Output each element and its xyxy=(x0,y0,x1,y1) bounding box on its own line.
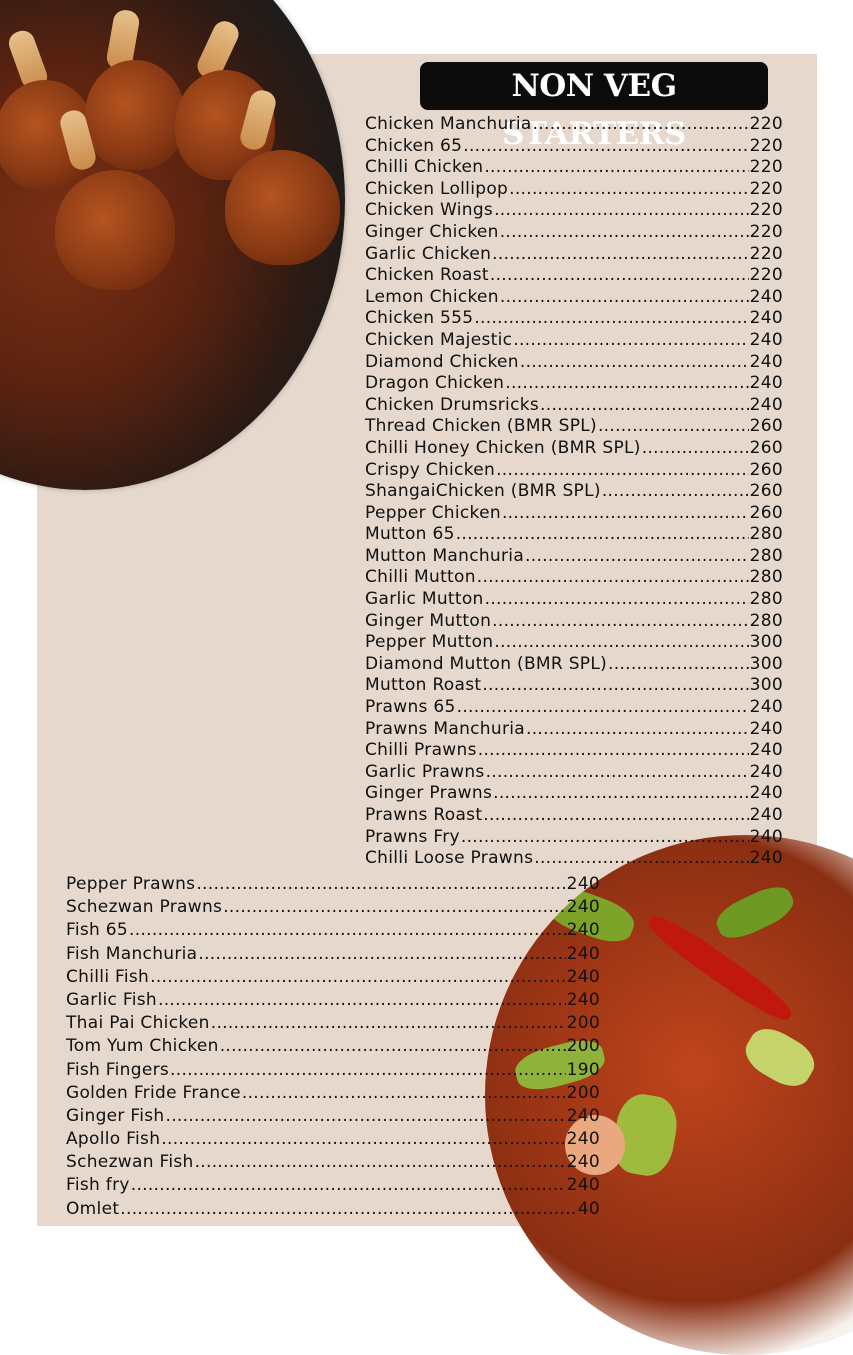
dot-leader xyxy=(509,179,749,201)
dot-leader xyxy=(500,287,749,309)
menu-item xyxy=(66,1059,600,1082)
menu-item xyxy=(365,416,783,438)
dot-leader xyxy=(220,1035,566,1058)
menu-item-name: Chilli Loose Prawns xyxy=(365,848,534,869)
dot-leader xyxy=(482,675,748,697)
menu-item-name: Garlic Fish xyxy=(66,989,157,1010)
menu-item-price: 240 xyxy=(749,740,783,761)
menu-item-name: Thread Chicken (BMR SPL) xyxy=(365,416,597,437)
dot-leader xyxy=(484,157,748,179)
menu-item-name: Crispy Chicken xyxy=(365,459,496,480)
menu-item xyxy=(365,503,783,525)
menu-item-name: Garlic Chicken xyxy=(365,243,492,264)
menu-item xyxy=(365,827,783,849)
menu-item-price: 220 xyxy=(749,157,783,178)
menu-item-price: 260 xyxy=(749,416,783,437)
menu-item-name: Mutton Manchuria xyxy=(365,545,525,566)
menu-item xyxy=(66,1035,600,1058)
right-menu-list xyxy=(365,114,783,870)
menu-item-price: 280 xyxy=(749,567,783,588)
menu-item-name: Pepper Prawns xyxy=(66,874,196,894)
dot-leader xyxy=(598,416,749,438)
menu-item-price: 200 xyxy=(566,1082,600,1103)
dot-leader xyxy=(502,503,749,525)
menu-item xyxy=(365,589,783,611)
menu-item-price: 240 xyxy=(566,920,600,941)
menu-item-price: 240 xyxy=(749,373,783,394)
dot-leader xyxy=(642,438,749,460)
menu-item-name: Fish fry xyxy=(66,1175,130,1196)
menu-item-name: Chilli Honey Chicken (BMR SPL) xyxy=(365,437,641,458)
dot-leader xyxy=(478,740,749,762)
menu-item-name: Chilli Prawns xyxy=(365,740,477,761)
menu-item-price: 280 xyxy=(749,545,783,566)
dot-leader xyxy=(520,352,749,374)
dot-leader xyxy=(242,1082,566,1105)
menu-item xyxy=(365,352,783,374)
menu-item xyxy=(365,524,783,546)
menu-item xyxy=(365,373,783,395)
menu-item-price: 240 xyxy=(749,805,783,825)
menu-item-name: Apollo Fish xyxy=(66,1129,161,1150)
menu-item-name: Chilli Fish xyxy=(66,966,150,987)
menu-item xyxy=(365,611,783,633)
menu-item-price: 240 xyxy=(566,966,600,987)
dot-leader xyxy=(602,481,749,503)
menu-item-name: Garlic Prawns xyxy=(365,761,485,782)
menu-item-name: Schezwan Prawns xyxy=(66,897,223,918)
menu-item xyxy=(365,244,783,266)
menu-item-price: 220 xyxy=(749,265,783,286)
menu-item xyxy=(365,481,783,503)
menu-item xyxy=(365,114,783,136)
menu-item-name: Chicken 65 xyxy=(365,135,463,156)
menu-item-name: Thai Pai Chicken xyxy=(66,1013,210,1034)
menu-item xyxy=(365,848,783,870)
dot-leader xyxy=(463,136,748,158)
dot-leader xyxy=(461,827,749,849)
menu-item xyxy=(365,675,783,697)
dot-leader xyxy=(457,697,749,719)
dot-leader xyxy=(525,546,749,568)
dot-leader xyxy=(485,589,749,611)
menu-item-price: 280 xyxy=(749,524,783,545)
dot-leader xyxy=(158,989,566,1012)
dot-leader xyxy=(477,567,749,589)
menu-item-price: 240 xyxy=(749,394,783,415)
menu-item-price: 240 xyxy=(566,1105,600,1126)
dot-leader xyxy=(490,265,749,287)
menu-item-name: Ginger Mutton xyxy=(365,610,492,631)
menu-item-name: Chicken Wings xyxy=(365,200,494,221)
menu-item xyxy=(365,200,783,222)
dot-leader xyxy=(500,222,749,244)
menu-item-name: Chilli Chicken xyxy=(365,157,484,178)
menu-item-price: 240 xyxy=(566,1152,600,1173)
menu-item xyxy=(365,719,783,741)
menu-item xyxy=(365,762,783,784)
menu-item xyxy=(66,1105,600,1128)
menu-item-price: 240 xyxy=(749,697,783,718)
menu-item-price: 220 xyxy=(749,114,783,134)
menu-item-name: Diamond Chicken xyxy=(365,351,519,372)
menu-item xyxy=(365,438,783,460)
dot-leader xyxy=(150,966,566,989)
dot-leader xyxy=(223,896,565,919)
dot-leader xyxy=(494,632,748,654)
menu-item-price: 260 xyxy=(749,481,783,502)
dot-leader xyxy=(196,873,565,896)
menu-item-price: 260 xyxy=(749,459,783,480)
menu-item-price: 300 xyxy=(749,632,783,653)
menu-item-name: Ginger Fish xyxy=(66,1105,165,1126)
menu-item-name: Golden Fride France xyxy=(66,1082,241,1103)
menu-item-name: Chicken Roast xyxy=(365,265,489,286)
menu-item-price: 220 xyxy=(749,221,783,242)
dot-leader xyxy=(505,373,748,395)
dot-leader xyxy=(170,1059,566,1082)
dot-leader xyxy=(166,1105,566,1128)
menu-item-price: 240 xyxy=(749,286,783,307)
menu-item-name: Diamond Mutton (BMR SPL) xyxy=(365,653,608,674)
menu-item xyxy=(66,919,600,942)
menu-item xyxy=(365,697,783,719)
menu-item-name: Fish Fingers xyxy=(66,1059,170,1080)
dot-leader xyxy=(513,330,748,352)
menu-item-price: 300 xyxy=(749,675,783,696)
menu-item-price: 220 xyxy=(749,200,783,221)
menu-item-price: 220 xyxy=(749,135,783,156)
menu-item-name: Dragon Chicken xyxy=(365,373,505,394)
menu-item xyxy=(66,1012,600,1035)
dot-leader xyxy=(456,524,749,546)
menu-item-name: Pepper Chicken xyxy=(365,502,501,523)
menu-item-price: 220 xyxy=(749,178,783,199)
dot-leader xyxy=(474,308,748,330)
page-title: NON VEG STARTERS xyxy=(420,62,768,110)
dot-leader xyxy=(526,719,749,741)
menu-item-name: Fish Manchuria xyxy=(66,943,198,964)
menu-item xyxy=(365,308,783,330)
menu-item-name: ShangaiChicken (BMR SPL) xyxy=(365,481,601,502)
menu-item-price: 240 xyxy=(749,718,783,739)
menu-item xyxy=(365,222,783,244)
menu-item xyxy=(66,1128,600,1151)
menu-item-price: 40 xyxy=(577,1198,600,1219)
menu-item xyxy=(66,1082,600,1105)
menu-item xyxy=(365,740,783,762)
dot-leader xyxy=(120,1198,576,1221)
dot-leader xyxy=(492,611,748,633)
dot-leader xyxy=(198,943,565,966)
dot-leader xyxy=(608,654,749,676)
menu-item-price: 240 xyxy=(566,874,600,894)
dot-leader xyxy=(195,1151,566,1174)
menu-item-name: Prawns Manchuria xyxy=(365,718,525,739)
menu-item-name: Prawns 65 xyxy=(365,697,456,718)
menu-item xyxy=(66,943,600,966)
menu-item-name: Ginger Chicken xyxy=(365,221,499,242)
menu-item-price: 300 xyxy=(749,653,783,674)
dot-leader xyxy=(492,244,748,266)
menu-item-name: Pepper Mutton xyxy=(365,632,494,653)
dot-leader xyxy=(486,762,749,784)
menu-item-price: 240 xyxy=(749,848,783,869)
menu-item-price: 240 xyxy=(566,1175,600,1196)
menu-item-name: Tom Yum Chicken xyxy=(66,1036,219,1057)
menu-item xyxy=(365,546,783,568)
menu-item xyxy=(365,632,783,654)
menu-item-name: Lemon Chicken xyxy=(365,286,499,307)
menu-item xyxy=(365,287,783,309)
menu-item xyxy=(365,157,783,179)
menu-item-name: Garlic Mutton xyxy=(365,589,484,610)
menu-item-name: Chicken Manchuria xyxy=(365,114,532,134)
menu-item xyxy=(66,896,600,919)
menu-item xyxy=(66,966,600,989)
menu-item-name: Chicken Lollipop xyxy=(365,178,509,199)
menu-item-price: 200 xyxy=(566,1013,600,1034)
dot-leader xyxy=(533,114,749,136)
menu-item xyxy=(365,654,783,676)
menu-item xyxy=(66,873,600,896)
menu-item xyxy=(365,567,783,589)
menu-item-name: Mutton Roast xyxy=(365,675,482,696)
dot-leader xyxy=(129,919,566,942)
menu-item-price: 260 xyxy=(749,502,783,523)
menu-item-price: 240 xyxy=(566,897,600,918)
menu-item-name: Omlet xyxy=(66,1198,120,1219)
dot-leader xyxy=(483,805,748,827)
menu-item xyxy=(365,805,783,827)
menu-item-price: 240 xyxy=(749,329,783,350)
menu-item xyxy=(365,179,783,201)
dot-leader xyxy=(211,1012,566,1035)
menu-item xyxy=(66,1198,600,1221)
menu-item-price: 240 xyxy=(749,761,783,782)
menu-item xyxy=(365,330,783,352)
menu-item xyxy=(66,989,600,1012)
menu-item xyxy=(365,265,783,287)
dot-leader xyxy=(493,783,749,805)
menu-item-price: 200 xyxy=(566,1036,600,1057)
menu-item-price: 240 xyxy=(749,351,783,372)
dot-leader xyxy=(534,848,748,870)
menu-item-price: 260 xyxy=(749,437,783,458)
menu-item-name: Ginger Prawns xyxy=(365,783,493,804)
menu-item-price: 190 xyxy=(566,1059,600,1080)
menu-item-price: 240 xyxy=(566,943,600,964)
menu-item-price: 240 xyxy=(566,1129,600,1150)
menu-item-name: Fish 65 xyxy=(66,920,129,941)
menu-item-price: 280 xyxy=(749,589,783,610)
dot-leader xyxy=(161,1128,565,1151)
menu-item-price: 240 xyxy=(749,826,783,847)
menu-item-price: 240 xyxy=(566,989,600,1010)
dot-leader xyxy=(131,1174,566,1197)
menu-item-name: Mutton 65 xyxy=(365,524,455,545)
menu-item-name: Chicken Majestic xyxy=(365,329,513,350)
menu-item xyxy=(365,783,783,805)
menu-item-price: 240 xyxy=(749,308,783,329)
menu-item-price: 240 xyxy=(749,783,783,804)
menu-item xyxy=(365,395,783,417)
menu-item-name: Chilli Mutton xyxy=(365,567,476,588)
menu-item-name: Chicken Drumsricks xyxy=(365,394,540,415)
dot-leader xyxy=(494,200,749,222)
menu-item xyxy=(365,460,783,482)
menu-item-price: 220 xyxy=(749,243,783,264)
menu-item-name: Schezwan Fish xyxy=(66,1152,194,1173)
menu-item-price: 280 xyxy=(749,610,783,631)
menu-item-name: Prawns Roast xyxy=(365,805,483,825)
menu-item-name: Chicken 555 xyxy=(365,308,474,329)
left-menu-list xyxy=(66,873,600,1221)
menu-item xyxy=(66,1174,600,1197)
menu-item xyxy=(365,136,783,158)
dot-leader xyxy=(540,395,749,417)
menu-item-name: Prawns Fry xyxy=(365,826,460,847)
menu-item xyxy=(66,1151,600,1174)
dot-leader xyxy=(496,460,749,482)
